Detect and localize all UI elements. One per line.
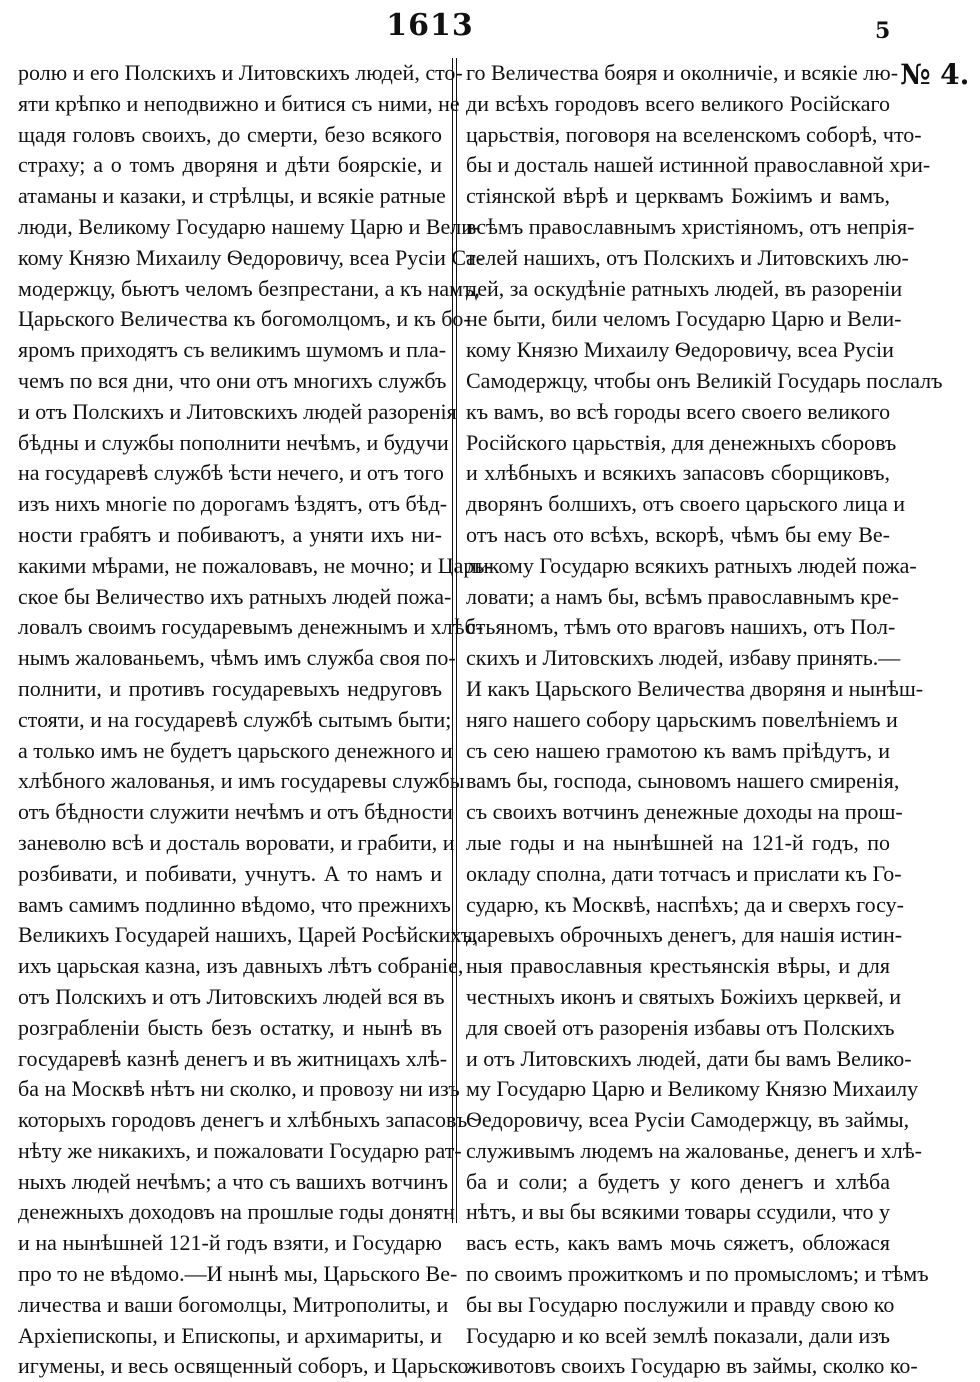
text-line: Російского царьствія, для денежныхъ сборовъ: [466, 429, 897, 455]
text-line: честныхъ иконъ и святыхъ Божіихъ церквей, и: [466, 983, 902, 1009]
text-line: ихъ царьская казна, изъ давныхъ лѣтъ собраніе,: [18, 953, 464, 979]
text-line: полнити, и противъ государевыхъ недруговъ: [18, 675, 442, 701]
text-line: какими мѣрами, не пожаловавъ, не мочно; и Царь-: [18, 552, 492, 578]
text-line: чемъ по вся дни, что они отъ многихъ службъ: [18, 367, 447, 393]
text-line: Архіепископы, и Епископы, и архимариты, и: [18, 1322, 442, 1348]
text-line: окладу сполна, дати тотчасъ и прислати къ Го-: [466, 860, 902, 886]
text-line: ности грабятъ и побиваютъ, а уняти ихъ ни-: [18, 521, 442, 547]
text-line: щадя головъ своихъ, до смерти, безо всякого: [18, 121, 442, 147]
text-line: ское бы Величество ихъ ратныхъ людей пожа-: [18, 583, 452, 609]
text-line: нымъ жалованьемъ, чѣмъ имъ служба своя по-: [18, 645, 456, 671]
text-line: вамъ самимъ подлинно вѣдомо, что прежнихъ: [18, 891, 451, 917]
text-line: и хлѣбныхъ и всякихъ запасовъ сборщиковъ,: [466, 460, 890, 486]
text-line: лые годы и на нынѣшней на 121-й годъ, по: [466, 829, 890, 855]
text-line: отъ Полскихъ и отъ Литовскихъ людей вся въ: [18, 983, 445, 1009]
text-line: модержцу, бьютъ челомъ безпрестани, а къ намъ,: [18, 275, 480, 301]
text-line: страху; а о томъ дворяня и дѣти боярскіе, и: [18, 152, 442, 178]
text-line: нѣту же никакихъ, и пожаловати Государю рат-: [18, 1137, 462, 1163]
text-line: съ сею нашею грамотою къ вамъ пріѣдутъ, и: [466, 737, 890, 763]
text-line: скихъ и Литовскихъ людей, избаву принять.—: [466, 645, 901, 671]
left-text-column: [18, 58, 492, 1382]
text-line: ликому Государю всякихъ ратныхъ людей пожа-: [466, 552, 917, 578]
text-line: хлѣбного жалованья, и имъ государевы службы: [18, 768, 465, 794]
text-line: ныхъ людей нечѣмъ; а что съ вашихъ вотчинъ: [18, 1168, 448, 1194]
text-line: и на нынѣшней 121-й годъ взяти, и Государю: [18, 1230, 442, 1256]
text-line: игумены, и весь освященный соборъ, и Царьско-: [18, 1353, 476, 1379]
text-line: го Величества бояря и околничіе, и всякіе лю-: [466, 60, 899, 85]
text-line: ловати; а намъ бы, всѣмъ православнымъ кре-: [466, 583, 899, 609]
text-line: личества и ваши богомолцы, Митрополиты, и: [18, 1291, 449, 1317]
text-line: на государевѣ службѣ ѣсти нечего, и отъ того: [18, 460, 444, 486]
document-number: № 4.: [900, 58, 970, 91]
text-line: кому Князю Михаилу Ѳедоровичу, всеа Русіи Са-: [18, 244, 484, 270]
text-line: всѣмъ православнымъ христіяномъ, отъ непрія-: [466, 213, 915, 239]
text-line: денежныхъ доходовъ на прошлые годы донятн: [18, 1199, 455, 1225]
text-line: розбивати, и побивати, учнутъ. А то намъ и: [18, 860, 442, 886]
text-line: заневолю всѣ и досталь воровати, и грабити, и: [18, 829, 455, 855]
text-line: нѣтъ, и вы бы всякими товары ссудили, что у: [466, 1199, 890, 1225]
text-line: стояти, и на государевѣ службѣ сытымъ быти;: [18, 706, 452, 732]
text-line: Государю и ко всей землѣ показали, дали изъ: [466, 1322, 890, 1348]
text-line: бы вы Государю послужили и правду свою ко: [466, 1291, 895, 1317]
text-line: ролю и его Полскихъ и Литовскихъ людей, сто-: [18, 60, 463, 85]
text-line: стьяномъ, тѣмъ ото враговъ нашихъ, отъ Пол-: [466, 614, 896, 640]
text-line: ловалъ своимъ государевымъ денежнымъ и хлѣб-: [18, 614, 484, 640]
text-line: му Государю Царю и Великому Князю Михаилу: [466, 1076, 919, 1102]
page-number: 5: [875, 18, 891, 44]
text-line: отъ бѣдности служити нечѣмъ и отъ бѣдности: [18, 799, 453, 825]
text-line: не быти, били челомъ Государю Царю и Вели-: [466, 306, 902, 332]
text-line: люди, Великому Государю нашему Царю и Вели-: [18, 213, 481, 239]
text-line: Великихъ Государей нашихъ, Царей Росѣйскихъ,: [18, 922, 478, 948]
text-line: атаманы и казаки, и стрѣлцы, и всякіе ратные: [18, 183, 446, 209]
text-line: стіянской вѣрѣ и церквамъ Божіимъ и вамъ,: [466, 183, 890, 209]
text-line: къ вамъ, во всѣ городы всего своего великого: [466, 398, 891, 424]
text-line: Самодержцу, чтобы онъ Великій Государь послалъ: [466, 367, 943, 393]
text-line: служивымъ людемъ на жалованье, денегъ и хлѣ-: [466, 1137, 922, 1163]
text-line: отъ насъ ото всѣхъ, вскорѣ, чѣмъ бы ему Ве-: [466, 521, 890, 547]
text-line: по своимъ прожиткомъ и по промысломъ; и тѣмъ: [466, 1261, 929, 1287]
text-line: дворянъ болшихъ, отъ своего царьского лица и: [466, 491, 905, 517]
text-line: и отъ Полскихъ и Литовскихъ людей разоренія: [18, 398, 457, 424]
text-line: для своей отъ разоренія избавы отъ Полскихъ: [466, 1014, 895, 1040]
text-line: бѣдны и службы пополнити нечѣмъ, и будучи: [18, 429, 449, 455]
text-line: вамъ бы, господа, сыновомъ нашего смиренія,: [466, 768, 900, 794]
column-divider: [452, 58, 457, 1223]
text-line: которыхъ городовъ денегъ и хлѣбныхъ запасовъ: [18, 1107, 468, 1133]
text-line: бы и досталь нашей истинной православной хри-: [466, 152, 931, 178]
text-line: государевѣ казнѣ денегъ и въ житницахъ хлѣ-: [18, 1045, 448, 1071]
text-line: про то не вѣдомо.—И нынѣ мы, Царьского Ве-: [18, 1261, 458, 1287]
text-line: а только имъ не будетъ царьского денежного и: [18, 737, 453, 763]
text-line: ба и соли; а будетъ у кого денегъ и хлѣба: [466, 1168, 890, 1194]
text-line: телей нашихъ, отъ Полскихъ и Литовскихъ лю-: [466, 244, 909, 270]
page-header-year: 1613: [386, 8, 474, 43]
text-line: дей, за оскудѣніе ратныхъ людей, въ разореніи: [466, 275, 903, 301]
text-line: Царьского Величества къ богомолцомъ, и къ бо-: [18, 306, 471, 332]
text-line: съ своихъ вотчинъ денежные доходы на прош-: [466, 799, 903, 825]
text-line: изъ нихъ многіе по дорогамъ ѣздятъ, отъ бѣд-: [18, 491, 448, 517]
text-line: яромъ приходятъ съ великимъ шумомъ и пла-: [18, 337, 447, 363]
text-line: даревыхъ оброчныхъ денегъ, для нашія истин-: [466, 922, 903, 948]
text-line: И какъ Царьского Величества дворяня и нынѣш-: [466, 675, 924, 701]
text-line: царьствія, поговоря на вселенскомъ соборѣ, что-: [466, 121, 922, 147]
text-line: розграбленіи бысть безъ остатку, и нынѣ въ: [18, 1014, 442, 1040]
text-line: ба на Москвѣ нѣтъ ни сколко, и провозу ни изъ: [18, 1076, 460, 1102]
text-line: сударю, къ Москвѣ, наспѣхъ; да и сверхъ госу-: [466, 891, 904, 917]
text-line: ди всѣхъ городовъ всего великого Російскаго: [466, 90, 890, 116]
text-line: няго нашего собору царьскимъ повелѣніемъ и: [466, 706, 898, 732]
text-line: Ѳедоровичу, всеа Русіи Самодержцу, въ займы,: [466, 1107, 910, 1133]
text-line: животовъ своихъ Государю въ займы, сколко ко-: [466, 1353, 918, 1379]
text-line: кому Князю Михаилу Ѳедоровичу, всеа Русіи: [466, 337, 894, 363]
text-line: ныя православныя крестьянскія вѣры, и для: [466, 953, 890, 979]
text-line: яти крѣпко и неподвижно и битися съ ними, не: [18, 90, 460, 116]
text-line: и отъ Литовскихъ людей, дати бы вамъ Велико-: [466, 1045, 912, 1071]
text-line: васъ есть, какъ вамъ мочь сяжетъ, обложася: [466, 1230, 890, 1256]
